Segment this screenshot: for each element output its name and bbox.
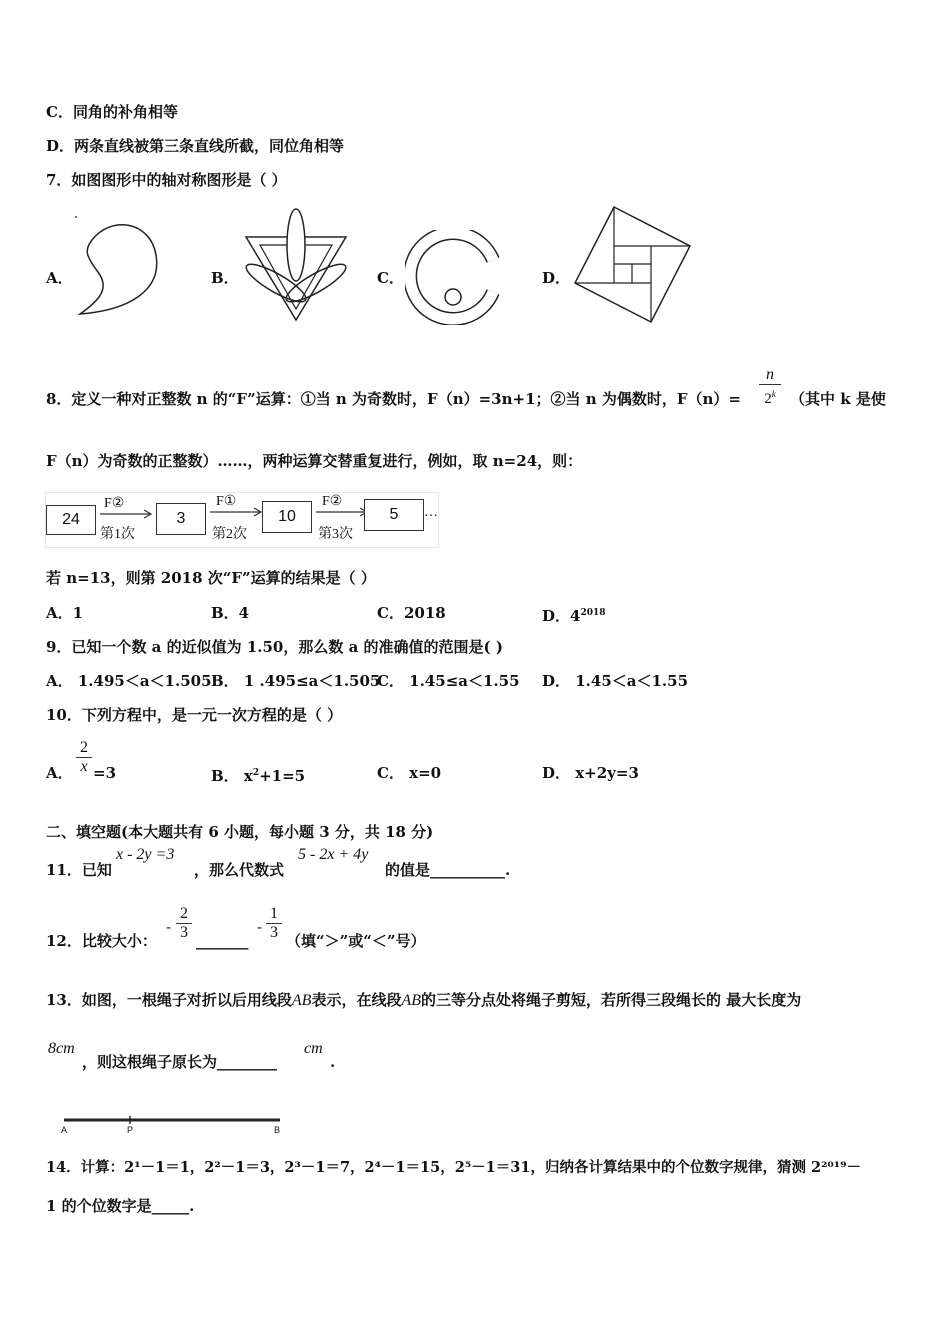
q8-question: 若 n=13，则第 2018 次“F”运算的结果是（ ） xyxy=(46,569,376,587)
flow-op-2: F① xyxy=(216,494,237,509)
q7-label-a: A． xyxy=(46,269,73,287)
q10-option-a-label: A． xyxy=(46,764,73,782)
q7-label-c: C． xyxy=(377,269,404,287)
q12-prefix: 12．比较大小： xyxy=(46,932,157,950)
q9-stem: 9．已知一个数 a 的近似值为 1.50，那么数 a 的准确值的范围是( ) xyxy=(46,638,503,656)
q10-a-numerator: 2 xyxy=(80,739,88,756)
q8-option-b: B．4 xyxy=(211,604,250,622)
q13-label-p: P xyxy=(127,1125,134,1135)
flow-box-4: 5 xyxy=(364,499,424,531)
q8-fraction-denominator xyxy=(759,385,781,408)
flow-box-3: 10 xyxy=(262,501,312,533)
flow-arrow-1 xyxy=(98,509,154,519)
q7-figure-c-ring-with-ball xyxy=(405,230,500,325)
q12-f1-denominator: 3 xyxy=(180,924,188,941)
q13-line1-a: 13．如图，一根绳子对折以后用线段 xyxy=(46,991,292,1009)
q7-label-d: D． xyxy=(542,269,571,287)
q7-figure-b-triangle-flower xyxy=(238,205,353,325)
q8-fraction-numerator: n xyxy=(766,366,774,383)
q10-a-denominator: x xyxy=(80,758,88,775)
section2-title: 二、填空题(本大题共有 6 小题，每小题 3 分，共 18 分) xyxy=(46,823,434,841)
q8-fraction xyxy=(759,366,781,408)
flow-op-1: F② xyxy=(104,496,125,511)
q9-option-b: B． 1 .495≤a＜1.505 xyxy=(211,672,381,690)
q6-option-d: D．两条直线被第三条直线所截，同位角相等 xyxy=(46,137,345,155)
flow-step-2: 第2次 xyxy=(212,527,247,542)
q8-option-d-base: D．4 xyxy=(542,607,581,625)
q13-label-b: B xyxy=(274,1125,281,1135)
q7-label-b: B． xyxy=(211,269,239,287)
q11-expr2: 5 - 2x + 4y xyxy=(298,846,369,863)
q13-line2-b: . xyxy=(330,1053,336,1071)
flow-box-2: 3 xyxy=(156,503,206,535)
q13-line2-a: ，则这根绳子原长为________ xyxy=(82,1053,278,1071)
q13-unit: cm xyxy=(304,1040,323,1057)
q10-option-d: D． x+2y=3 xyxy=(542,764,639,782)
q10-option-a-fraction xyxy=(76,739,92,776)
q13-line1-c: 的三等分点处将绳子剪短，若所得三段绳长的 最大长度为 xyxy=(421,991,802,1009)
q13-line1 xyxy=(46,990,801,1011)
q10-option-b-base: B． x xyxy=(211,767,253,785)
q10-option-c: C． x=0 xyxy=(377,764,442,782)
flow-arrow-3 xyxy=(314,507,370,517)
q8-den-exp: k xyxy=(771,389,776,399)
q10-option-b xyxy=(211,763,305,786)
q12-blank: _______ xyxy=(196,932,249,950)
q12-neg1: - xyxy=(166,918,172,936)
q8-den-base: 2 xyxy=(764,391,772,407)
q8-flow-diagram xyxy=(45,492,439,548)
q7-figure-a-comma-shape xyxy=(70,210,165,320)
q12-fraction-2 xyxy=(266,905,282,942)
q11-middle: ，那么代数式 xyxy=(194,861,285,879)
flow-box-1: 24 xyxy=(46,505,96,535)
q11-prefix: 11．已知 xyxy=(46,861,112,879)
q13-ab-1: AB xyxy=(291,992,312,1009)
flow-ellipsis: … xyxy=(424,505,438,520)
flow-step-1: 第1次 xyxy=(100,527,135,542)
flow-op-3: F② xyxy=(322,494,343,509)
q9-option-d: D． 1.45＜a＜1.55 xyxy=(542,672,689,690)
q14-line1: 14．计算：2¹－1＝1，2²－1＝3，2³－1＝7，2⁴－1＝15，2⁵－1＝31，归纳各计算结果中的个位数字规律，猜测 2²⁰¹⁹－ xyxy=(46,1159,861,1176)
q6-option-c: C．同角的补角相等 xyxy=(46,103,178,121)
flow-step-3: 第3次 xyxy=(318,527,353,542)
q12-fraction-1 xyxy=(176,905,192,942)
q10-stem: 10．下列方程中，是一元一次方程的是（ ） xyxy=(46,706,343,724)
q7-stem: 7．如图图形中的轴对称图形是（ ） xyxy=(46,171,287,189)
q13-label-a: A xyxy=(61,1125,68,1135)
q10-option-b-tail: +1=5 xyxy=(259,767,306,785)
q9-option-c: C． 1.45≤a＜1.55 xyxy=(377,672,520,690)
q8-stem-part2: （其中 k 是使 xyxy=(790,390,886,408)
q10-option-a-tail: =3 xyxy=(93,764,117,782)
flow-arrow-2 xyxy=(208,507,264,517)
q13-line1-b: 表示，在线段 xyxy=(311,991,402,1009)
q12-f1-numerator: 2 xyxy=(180,905,188,922)
q7-figure-d-square-pinwheel xyxy=(570,202,695,327)
q10-option-b-exp: 2 xyxy=(252,768,260,778)
q12-suffix: （填“＞”或“＜”号） xyxy=(286,932,426,950)
q8-option-c: C．2018 xyxy=(377,604,446,622)
q8-option-d xyxy=(542,603,606,626)
q12-f2-denominator: 3 xyxy=(270,924,278,941)
q9-option-a: A． 1.495＜a＜1.505 xyxy=(46,672,212,690)
q12-f2-numerator: 1 xyxy=(270,905,278,922)
q11-expr1: x - 2y =3 xyxy=(116,846,175,863)
q13-ab-2: AB xyxy=(401,992,421,1009)
q8-option-d-exp: 2018 xyxy=(580,608,606,618)
q8-option-a: A．1 xyxy=(46,604,84,622)
q8-stem-part1: 8．定义一种对正整数 n 的“F”运算：①当 n 为奇数时，F（n）=3n+1；②当 n 为偶数时，F（n）= xyxy=(46,390,741,408)
q13-length: 8cm xyxy=(48,1040,75,1057)
q13-segment-figure xyxy=(58,1112,288,1138)
q11-suffix: 的值是__________. xyxy=(385,861,511,879)
q14-line2: 1 的个位数字是_____. xyxy=(46,1197,195,1215)
q8-stem-line2: F（n）为奇数的正整数）……，两种运算交替重复进行，例如，取 n=24，则： xyxy=(46,452,583,470)
q12-neg2: - xyxy=(257,918,263,936)
